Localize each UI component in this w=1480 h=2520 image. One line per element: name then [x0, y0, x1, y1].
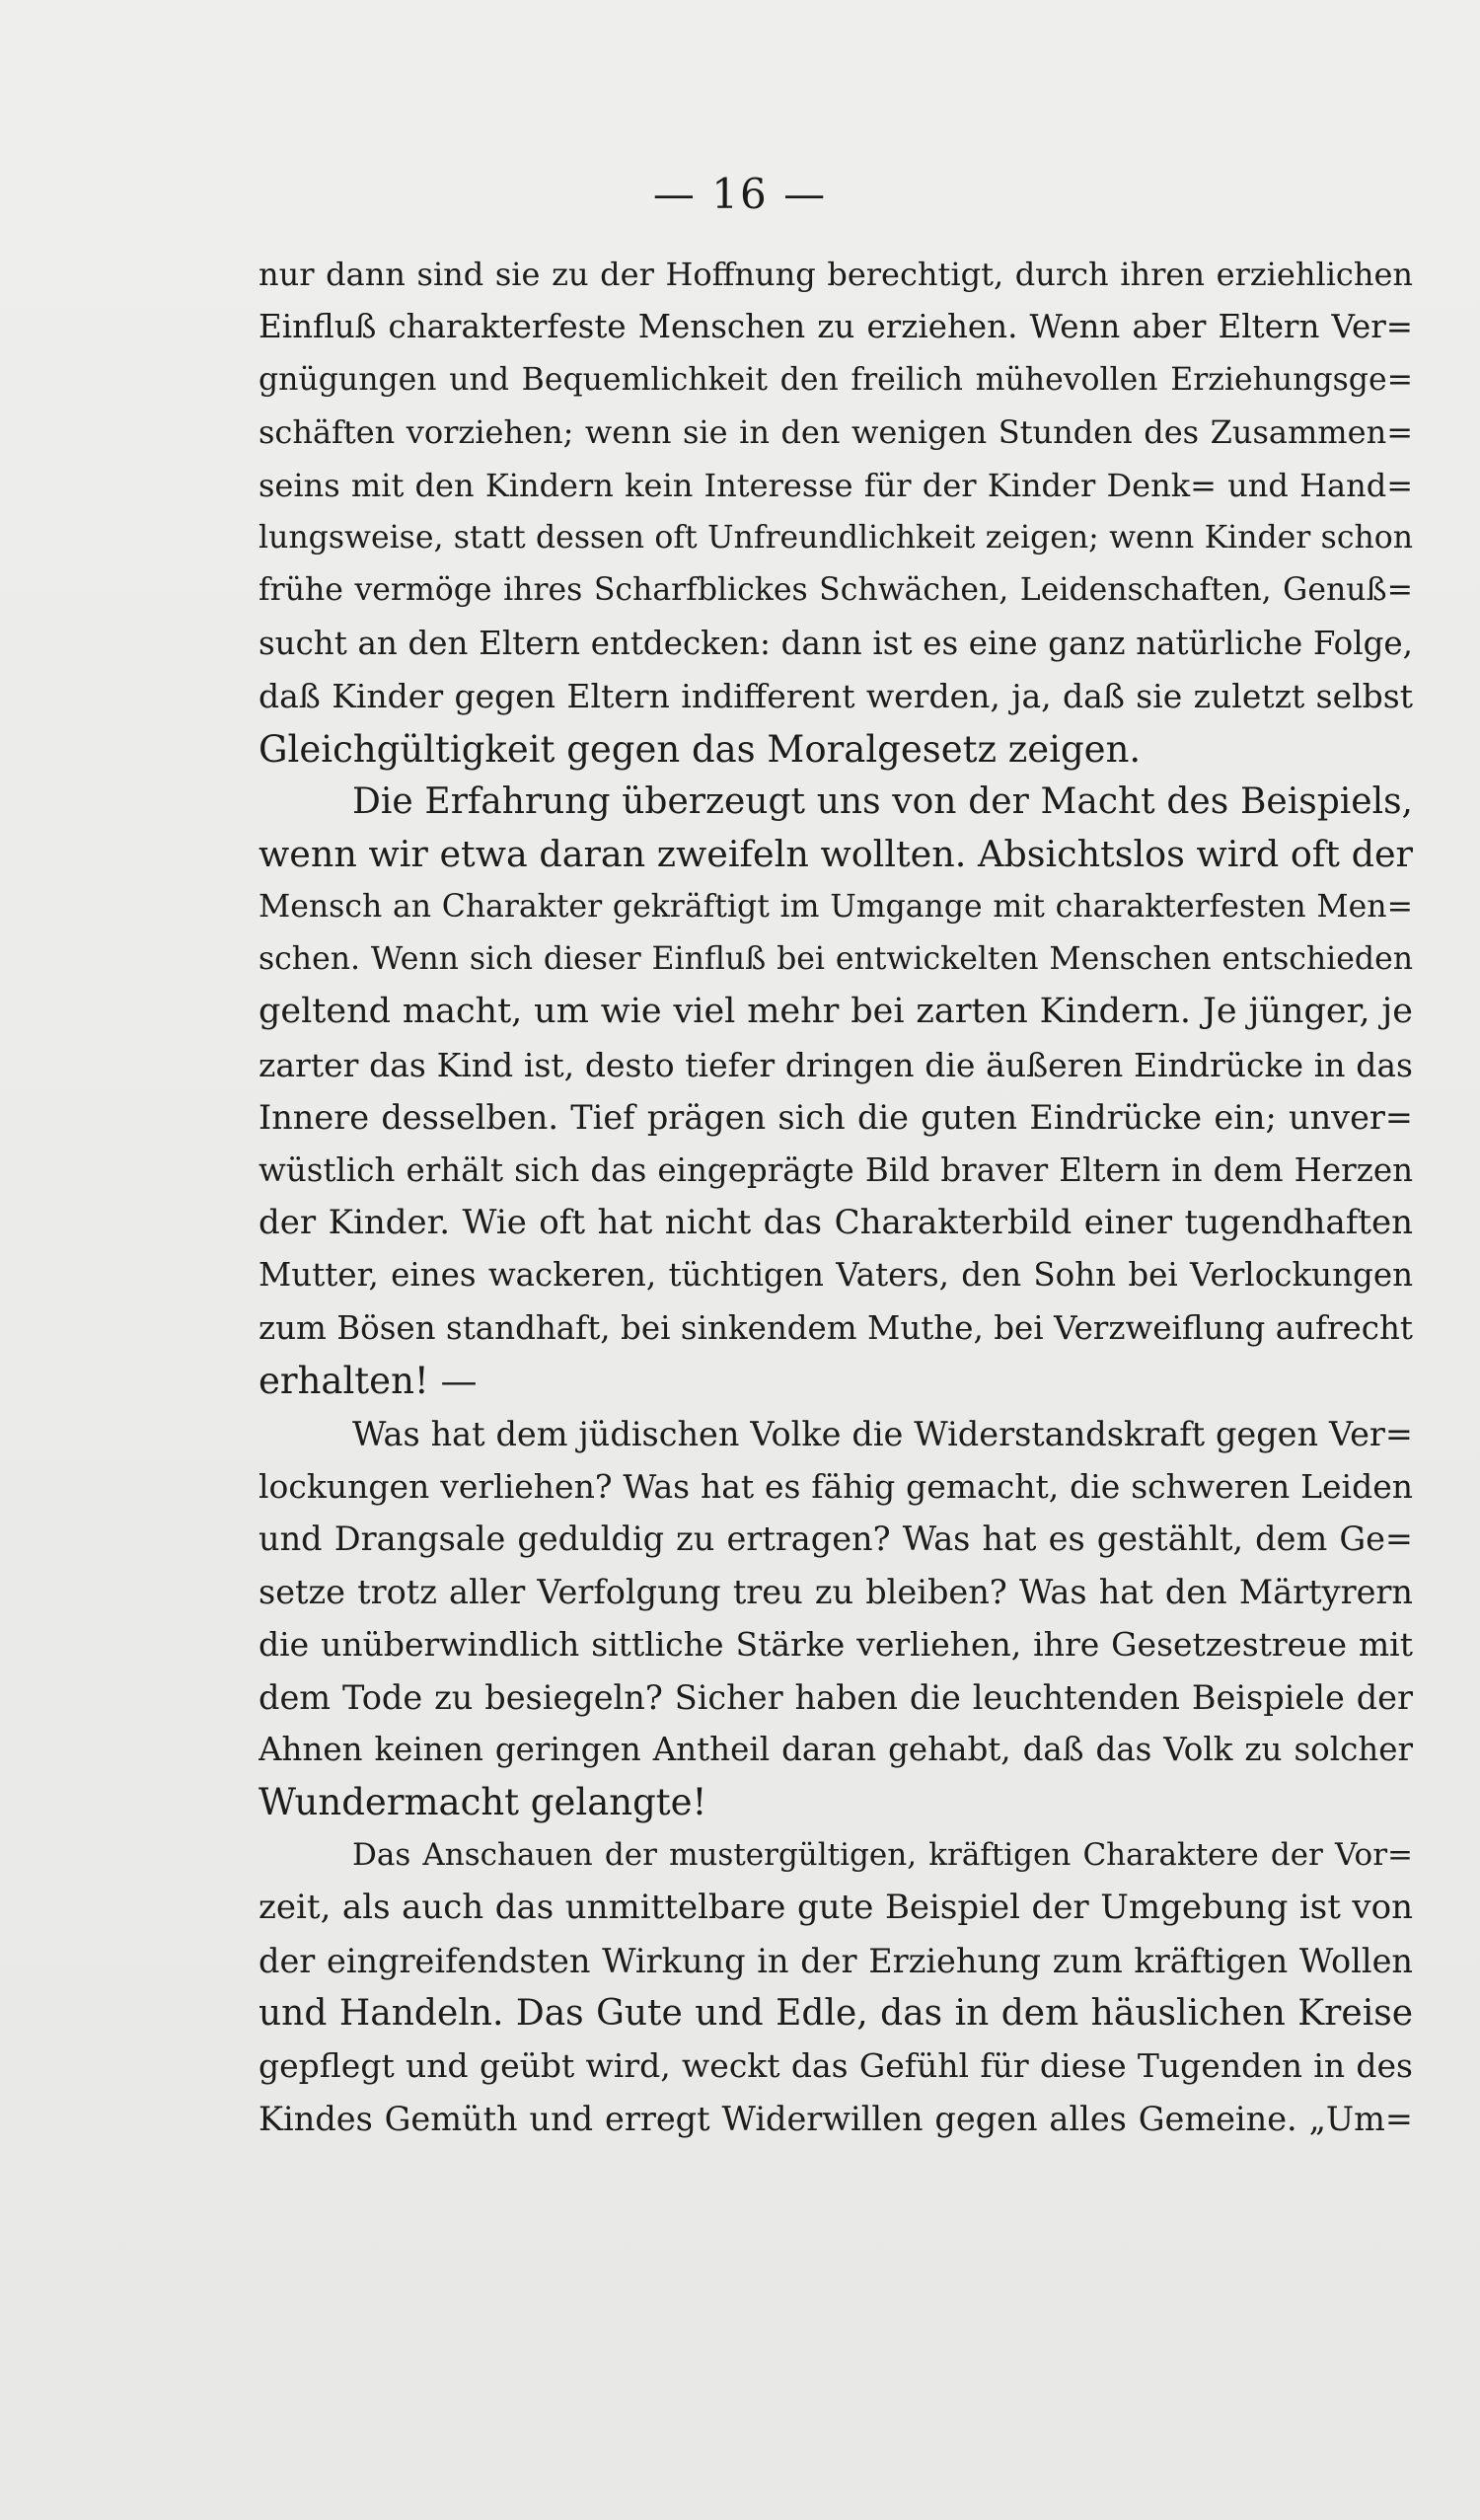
- text-line: die unüberwindlich sittliche Stärke verliehen, ihre Gesetzestreue mit: [259, 1625, 1413, 1665]
- text-line: daß Kinder gegen Eltern indifferent werden, ja, daß sie zuletzt selbst: [259, 677, 1413, 716]
- text-line: Einfluß charakterfeste Menschen zu erziehen. Wenn aber Eltern Ver=: [259, 308, 1413, 346]
- text-line: zarter das Kind ist, desto tiefer dringen die äußeren Eindrücke in das: [259, 1045, 1413, 1084]
- text-line: erhalten! —: [259, 1360, 478, 1403]
- text-line: und Handeln. Das Gute und Edle, das in dem häuslichen Kreise: [259, 1992, 1413, 2034]
- text-line: frühe vermöge ihres Scharfblickes Schwächen, Leidenschaften, Genuß=: [259, 572, 1413, 609]
- text-line: Mensch an Charakter gekräftigt im Umgange mit charakterfesten Men=: [259, 888, 1413, 925]
- text-line: zeit, als auch das unmittelbare gute Beispiel der Umgebung ist von: [259, 1888, 1413, 1928]
- text-line: Gleichgültigkeit gegen das Moralgesetz zeigen.: [259, 727, 1142, 771]
- text-line: der Kinder. Wie oft hat nicht das Charakterbild einer tugendhaften: [259, 1203, 1413, 1243]
- text-line: der eingreifendsten Wirkung in der Erziehung zum kräftigen Wollen: [259, 1941, 1413, 1980]
- text-line: Was hat dem jüdischen Volke die Widerstandskraft gegen Ver=: [352, 1414, 1413, 1453]
- text-line: Die Erfahrung überzeugt uns von der Macht des Beispiels,: [352, 780, 1413, 822]
- text-line: seins mit den Kindern kein Interesse für der Kinder Denk= und Hand=: [259, 466, 1413, 504]
- text-line: lockungen verliehen? Was hat es fähig gemacht, die schweren Leiden: [259, 1466, 1413, 1506]
- text-line: setze trotz aller Verfolgung treu zu bleiben? Was hat den Märtyrern: [259, 1572, 1413, 1611]
- text-line: Ahnen keinen geringen Antheil daran gehabt, daß das Volk zu solcher: [259, 1730, 1413, 1768]
- text-line: Innere desselben. Tief prägen sich die guten Eindrücke ein; unver=: [259, 1098, 1413, 1138]
- text-line: lungsweise, statt dessen oft Unfreundlichkeit zeigen; wenn Kinder schon: [259, 519, 1413, 556]
- text-line: geltend macht, um wie viel mehr bei zarten Kindern. Je jünger, je: [259, 992, 1413, 1032]
- text-line: schen. Wenn sich dieser Einfluß bei entwickelten Menschen entschieden: [259, 941, 1413, 978]
- text-line: Mutter, eines wackeren, tüchtigen Vaters, den Sohn bei Verlockungen: [259, 1256, 1413, 1295]
- text-line: wüstlich erhält sich das eingeprägte Bild braver Eltern in dem Herzen: [259, 1150, 1413, 1189]
- page-number: — 16 —: [652, 170, 828, 218]
- text-line: Wundermacht gelangte!: [259, 1781, 707, 1824]
- text-line: dem Tode zu besiegeln? Sicher haben die leuchtenden Beispiele der: [259, 1677, 1413, 1717]
- text-line: Kindes Gemüth und erregt Widerwillen gegen alles Gemeine. „Um=: [259, 2099, 1413, 2138]
- body-text: [259, 249, 1413, 2145]
- text-line: wenn wir etwa daran zweifeln wollten. Absichtslos wird oft der: [259, 833, 1413, 876]
- text-line: zum Bösen standhaft, bei sinkendem Muthe, bei Verzweiflung aufrecht: [259, 1308, 1413, 1347]
- text-line: und Drangsale geduldig zu ertragen? Was hat es gestählt, dem Ge=: [259, 1519, 1413, 1559]
- text-line: Das Anschauen der mustergültigen, kräftigen Charaktere der Vor=: [352, 1836, 1413, 1873]
- text-line: gnügungen und Bequemlichkeit den freilich mühevollen Erziehungsge=: [259, 361, 1413, 398]
- text-line: gepflegt und geübt wird, weckt das Gefühl für diese Tugenden in des: [259, 2046, 1413, 2086]
- text-line: sucht an den Eltern entdecken: dann ist es eine ganz natürliche Folge,: [259, 624, 1413, 662]
- text-line: schäften vorziehen; wenn sie in den wenigen Stunden des Zusammen=: [259, 413, 1413, 452]
- text-line: nur dann sind sie zu der Hoffnung berechtigt, durch ihren erziehlichen: [259, 256, 1413, 293]
